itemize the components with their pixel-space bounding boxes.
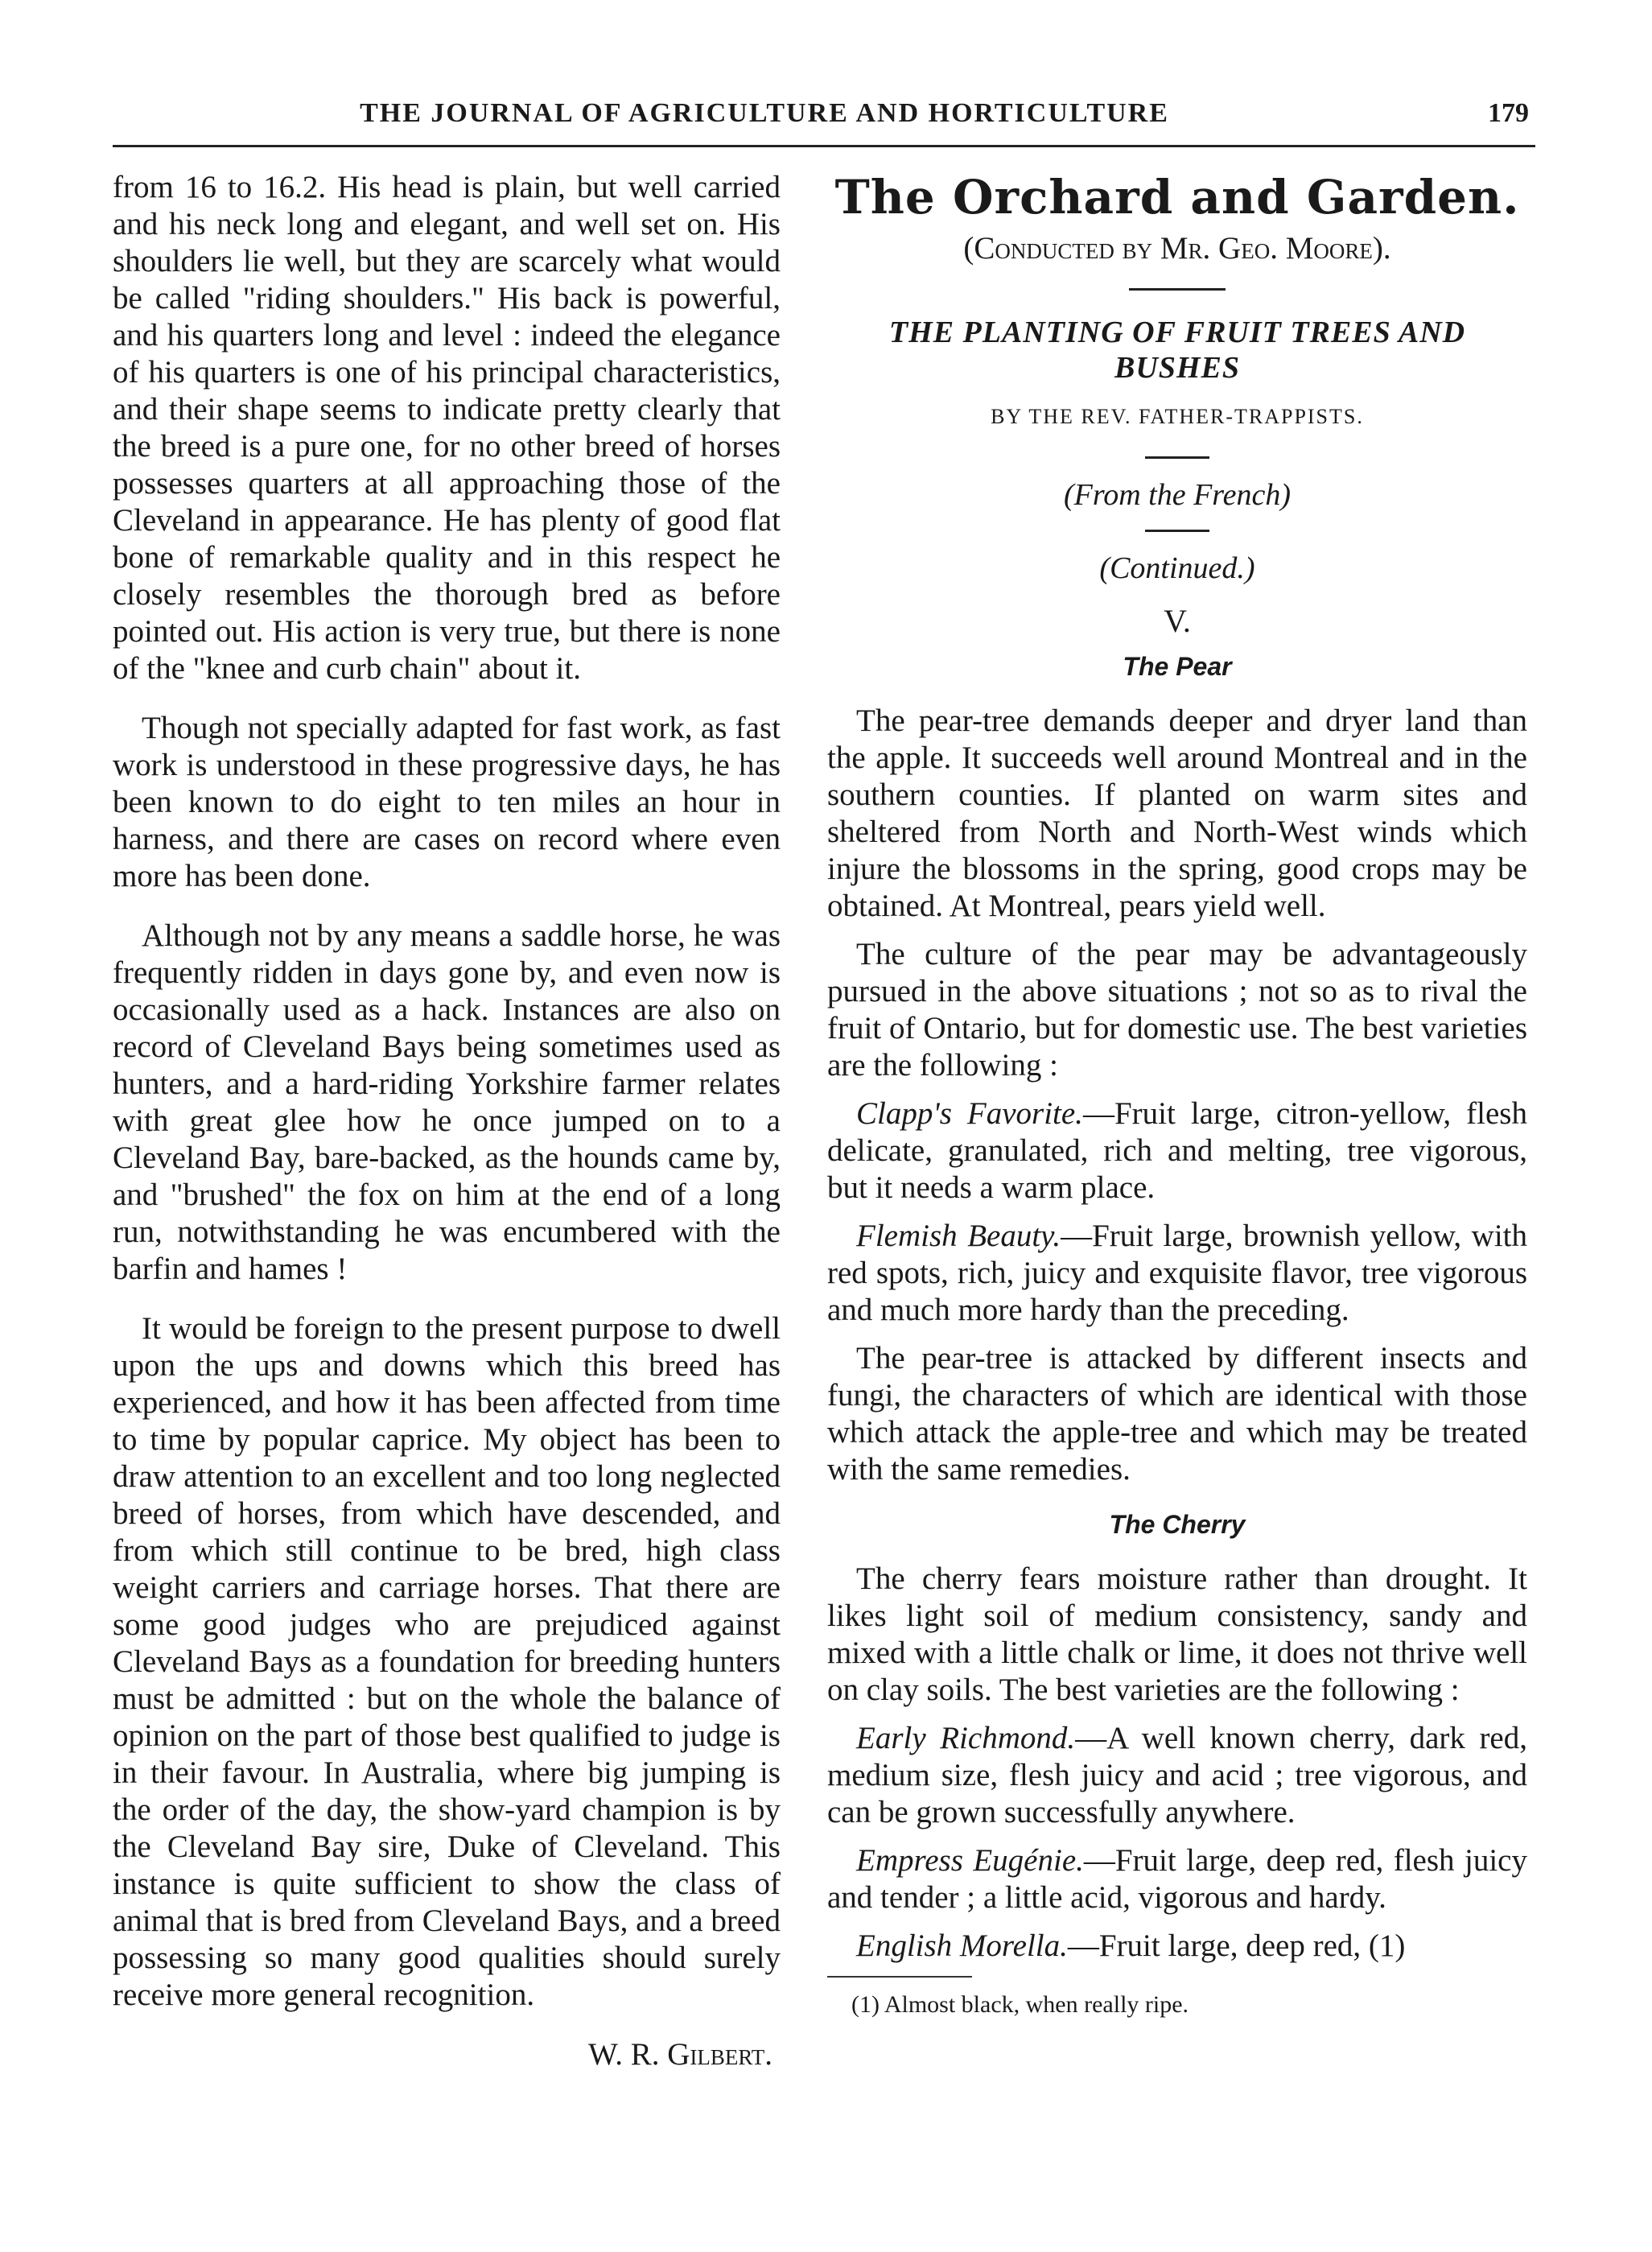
continued-note: (Continued.) <box>1099 551 1255 585</box>
paragraph: Though not specially adapted for fast work, as fast work is understood in these progressive days, he has been known to do eight to ten miles an hour in harness, and there are cases on record where even more has been done. <box>113 711 781 893</box>
paragraph: The pear-tree is attacked by different insects and fungi, the characters of which are identical with those which attack the apple-tree and which may be treated with the same remedies. <box>827 1341 1527 1487</box>
divider <box>1145 530 1209 532</box>
article-title: THE PLANTING OF FRUIT TREES AND BUSHES <box>888 316 1466 385</box>
variety-name: English Morella. <box>856 1928 1068 1963</box>
left-column <box>113 169 781 2073</box>
section-title: The Orchard and Garden. <box>834 170 1520 225</box>
cherry-heading: The Cherry <box>1109 1510 1246 1539</box>
variety-name: Early Richmond. <box>856 1721 1076 1755</box>
variety-entry <box>827 1720 1527 1831</box>
variety-entry <box>827 1095 1527 1206</box>
paragraph: It would be foreign to the present purpose to dwell upon the ups and downs which this breed has experienced, and how it has been affected from time to time by popular caprice. My object has been to draw attention to an excellent and too long neglected breed of horses, from which have descended, and from which still continue to be bred, high class weight carriers and carriage horses. That there are some good judges who are prejudiced against Cleveland Bays as a foundation for breeding hunters must be admitted : but on the whole the balance of opinion on the part of those best qualified to judge is in their favour. In Australia, where big jumping is the order of the day, the show-yard champion is by the Cleveland Bay sire, Duke of Cleveland. This instance is quite sufficient to show the class of animal that is bred from Cleveland Bays, and a breed possessing so many good qualities should surely receive more general recognition. <box>113 1311 781 2012</box>
footnote: (1) Almost black, when really ripe. <box>851 1991 1189 2018</box>
variety-text: —A well known cherry, dark red, medium size, flesh juicy and acid ; tree vigorous, and can be grown successfully anywhere. <box>827 1721 1527 1829</box>
footnote-rule <box>827 1976 972 1978</box>
paragraph: from 16 to 16.2. His head is plain, but well carried and his neck long and elegant, and well set on. His shoulders lie well, but they are scarcely what would be called "riding shoulders." His back is powerful, and his quarters long and level : indeed the elegance of his quarters is one of his principal characteristics, and their shape seems to indicate pretty clearly that the breed is a pure one, for no other breed of horses possesses quarters at all approaching those of the Cleveland in appearance. He has plenty of good flat bone of remarkable quality and in this respect he closely resembles the thorough bred as before pointed out. His action is very true, but there is none of the "knee and curb chain" about it. <box>113 170 781 686</box>
variety-entry <box>827 1842 1527 1916</box>
running-title: THE JOURNAL OF AGRICULTURE AND HORTICULTURE <box>360 98 1169 128</box>
paragraph: Although not by any means a saddle horse, he was frequently ridden in days gone by, and even now is occasionally used as a hack. Instances are also on record of Cleveland Bays being sometimes used as hunters, and a hard-riding Yorkshire farmer relates with great glee how he once jumped on to a Cleveland Bay, bare-backed, as the hounds came by, and "brushed" the fox on him at the end of a long run, notwithstanding he was encumbered with the barfin and hames ! <box>113 918 781 1286</box>
header-rule <box>113 145 1535 147</box>
byline: BY THE REV. FATHER-TRAPPISTS. <box>991 405 1364 428</box>
variety-name: Clapp's Favorite. <box>856 1096 1083 1131</box>
part-number: V. <box>1164 603 1191 639</box>
author-signature: W. R. Gilbert. <box>587 2037 772 2072</box>
divider <box>1129 288 1226 291</box>
variety-text: —Fruit large, brownish yellow, with red spots, rich, juicy and exquisite flavor, tree vigorous and much more hardy than the preceding. <box>827 1219 1527 1327</box>
variety-entry <box>827 1928 1527 1965</box>
variety-entry <box>827 1218 1527 1329</box>
paragraph: The pear-tree demands deeper and dryer land than the apple. It succeeds well around Montreal and in the southern counties. If planted on warm sites and sheltered from North and North-West winds which injure the blossoms in the spring, good crops may be obtained. At Montreal, pears yield well. <box>827 703 1527 923</box>
variety-name: Empress Eugénie. <box>856 1843 1084 1878</box>
conducted-by: (Conducted by Mr. Geo. Moore). <box>963 231 1391 266</box>
paragraph: The culture of the pear may be advantageously pursued in the above situations ; not so as to rival the fruit of Ontario, but for domestic use. The best varieties are the following : <box>827 937 1527 1083</box>
variety-text: —Fruit large, citron-yellow, flesh delicate, granulated, rich and melting, tree vigorous, but it needs a warm place. <box>827 1096 1527 1205</box>
paragraph: The cherry fears moisture rather than drought. It likes light soil of medium consistency, sandy and mixed with a little chalk or lime, it does not thrive well on clay soils. The best varieties are the following : <box>827 1561 1527 1707</box>
pear-heading: The Pear <box>1123 652 1232 681</box>
divider <box>1145 456 1209 459</box>
source-note: (From the French) <box>1063 478 1292 512</box>
right-column <box>827 169 1527 2019</box>
variety-text: —Fruit large, deep red, (1) <box>1067 1928 1406 1963</box>
variety-name: Flemish Beauty. <box>856 1219 1061 1253</box>
variety-text: —Fruit large, deep red, flesh juicy and tender ; a little acid, vigorous and hardy. <box>827 1843 1527 1915</box>
running-header <box>113 90 1529 138</box>
page-number: 179 <box>1488 98 1529 128</box>
